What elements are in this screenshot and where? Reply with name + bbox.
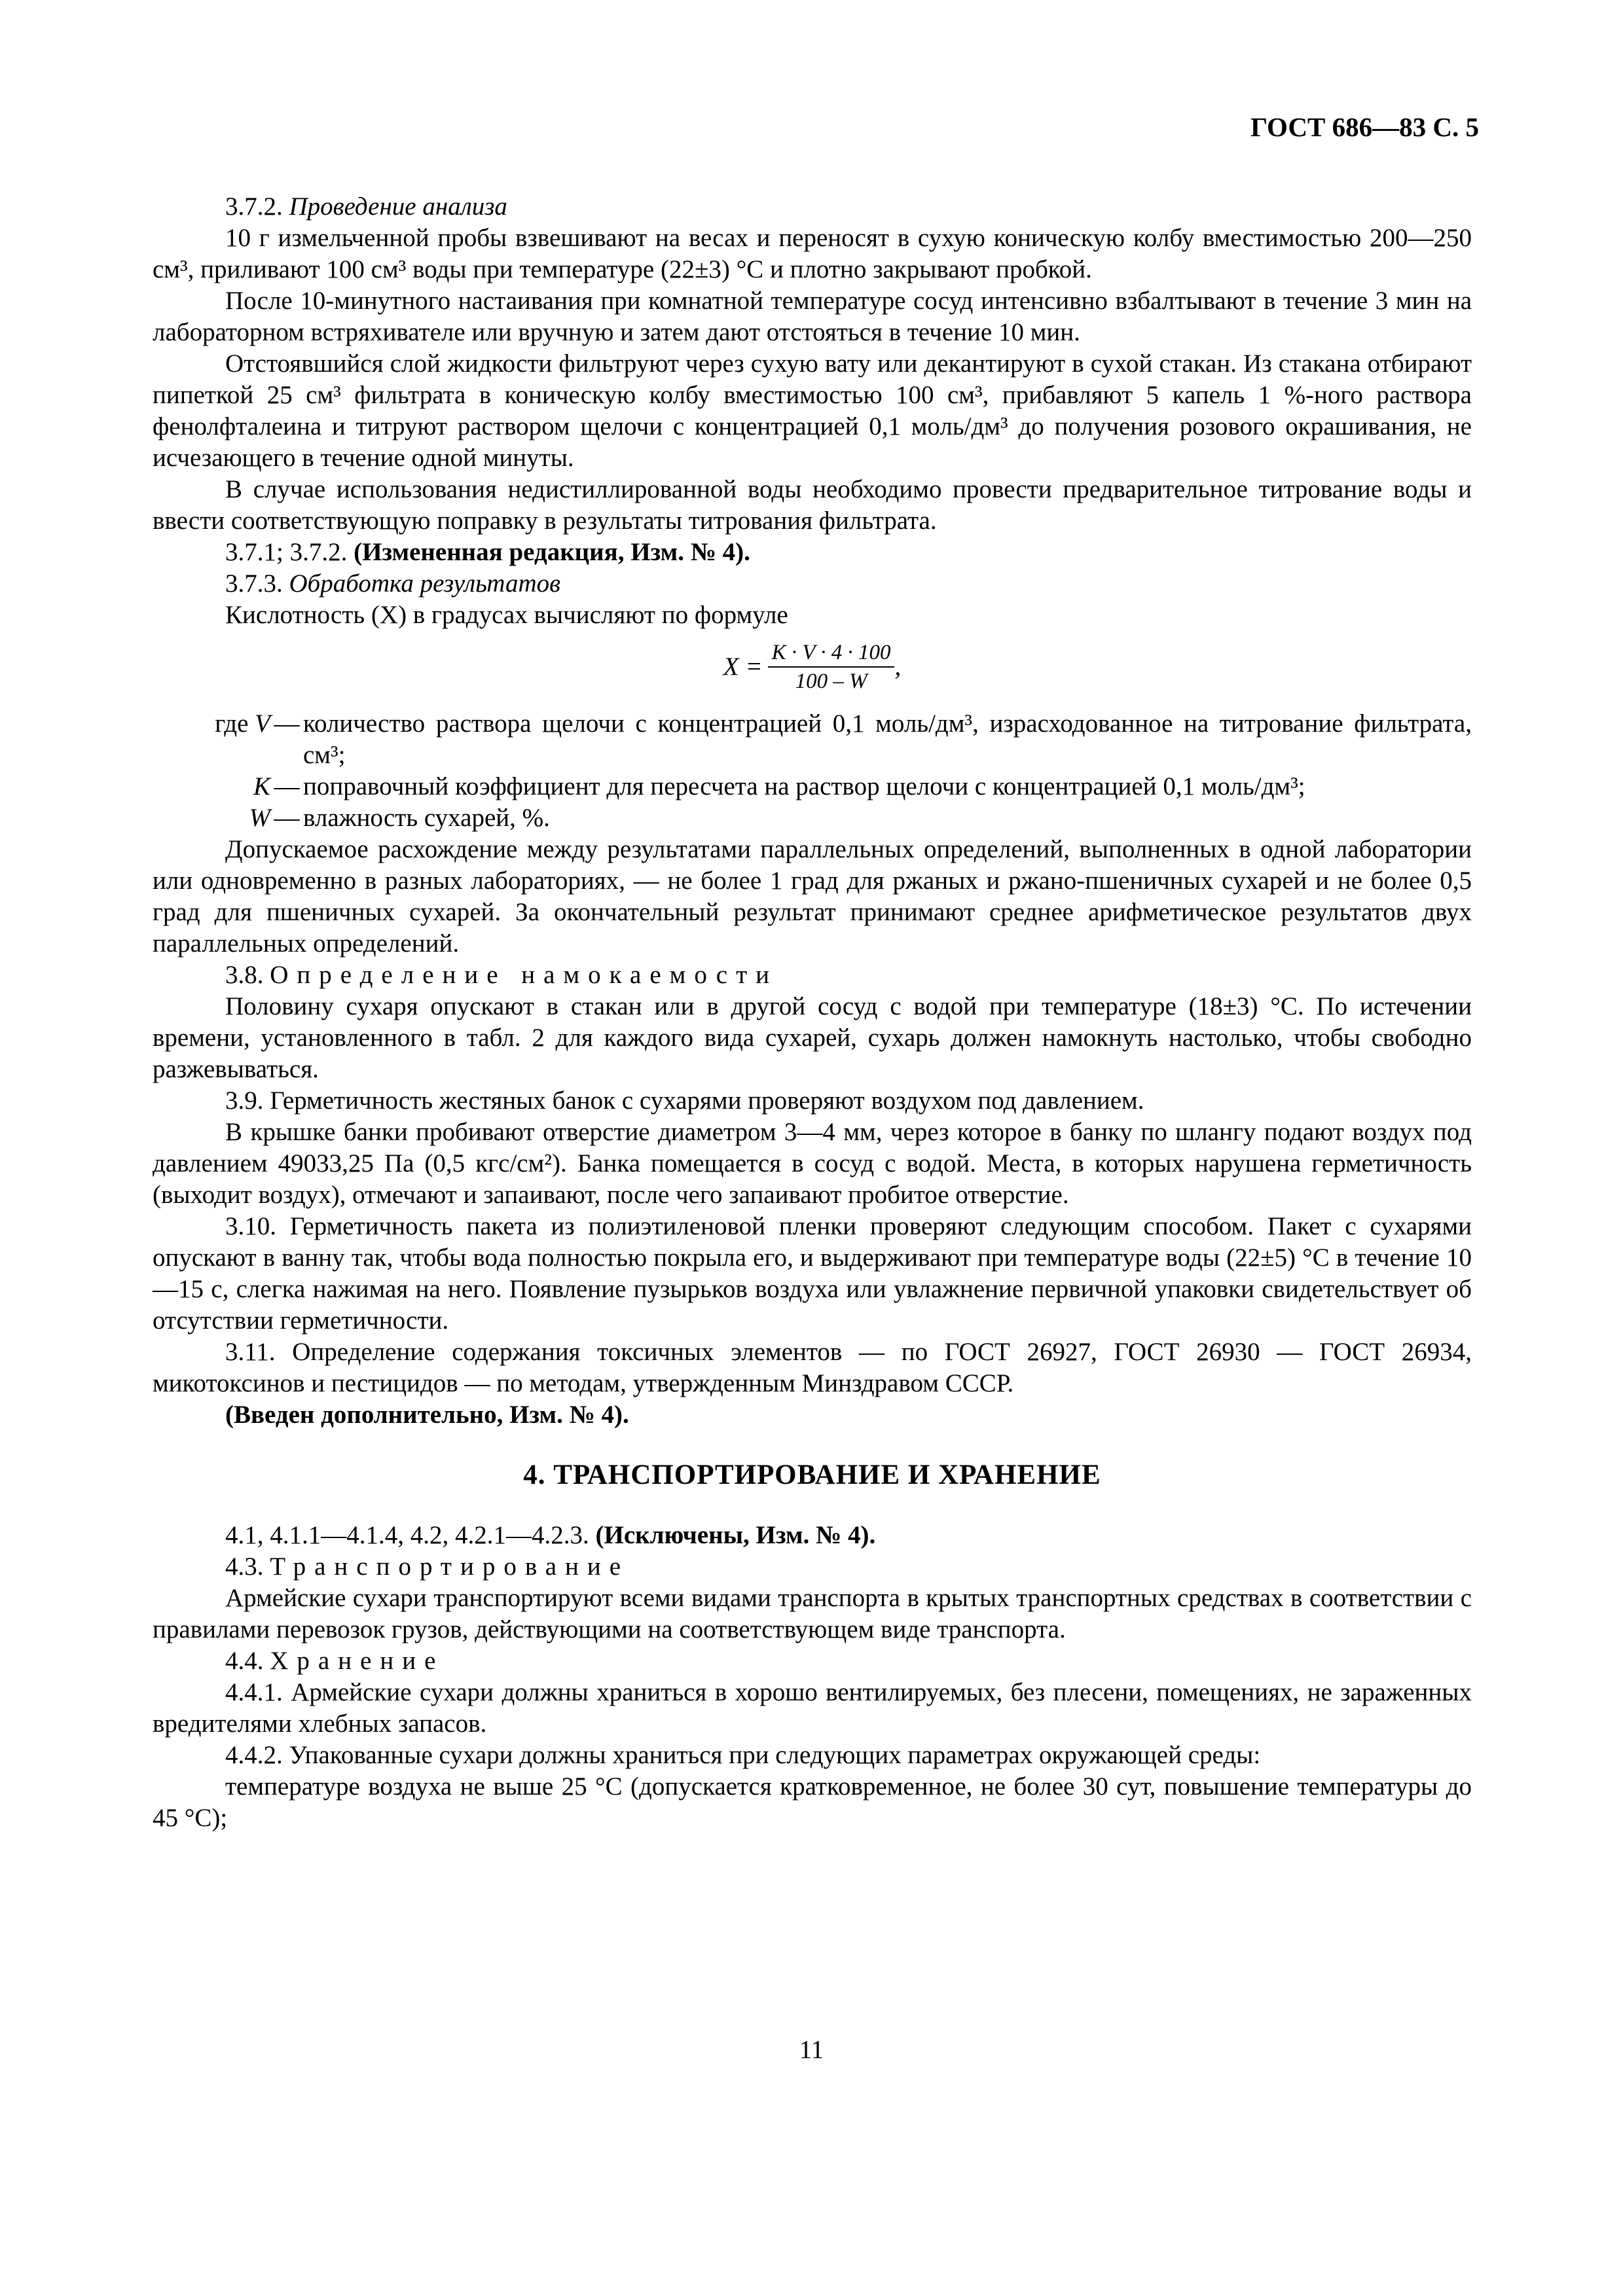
section-title: Обработка результатов xyxy=(289,569,561,598)
definition-text: поправочный коэффициент для пересчета на раствор щелочи с концентрацией 0,1 моль/дм³; xyxy=(303,772,1305,800)
paragraph: Армейские сухари транспортируют всеми видами транспорта в крытых транспортных средствах в соответствии с правилами перевозок грузов, действующими на соответствующем виде транспорта. xyxy=(153,1584,1472,1643)
amendment-refs: 3.7.1; 3.7.2. xyxy=(225,538,348,566)
paragraph: 10 г измельченной пробы взвешивают на весах и переносят в сухую коническую колбу вместимостью 200—250 см³, приливают 100 см³ воды при температуре (22±3) °С и плотно закрывают пробкой. xyxy=(153,224,1472,283)
paragraph: 4.4.1. Армейские сухари должны храниться в хорошо вентилируемых, без плесени, помещениях, не зараженных вредителями хлебных запасов. xyxy=(153,1678,1472,1738)
section-title: Проведение анализа xyxy=(289,192,507,221)
definition-text: влажность сухарей, %. xyxy=(303,804,550,832)
paragraph: В крышке банки пробивают отверстие диаметром 3—4 мм, через которое в банку по шлангу подают воздух под давлением 49033,25 Па (0,5 кгс/см²). Банка помещается в сосуд с водой. Места, в которых нарушена герметичность (выходит воздух), отмечают и запаивают, после чего запаивают пробитое отверстие. xyxy=(153,1118,1472,1209)
acidity-formula xyxy=(153,639,1472,695)
section-number: 3.7.2. xyxy=(225,192,283,221)
section-4-title: 4. ТРАНСПОРТИРОВАНИЕ И ХРАНЕНИЕ xyxy=(523,1460,1101,1490)
variable-symbol: K xyxy=(253,772,270,800)
excluded-note xyxy=(153,1520,1472,1551)
section-title: Транспортирование xyxy=(270,1552,630,1581)
section-heading-4-3 xyxy=(153,1551,1472,1583)
formula-intro: Кислотность (X) в градусах вычисляют по формуле xyxy=(225,601,788,629)
running-head: ГОСТ 686—83 С. 5 xyxy=(1250,112,1479,142)
definitions-list xyxy=(153,708,1472,834)
section-heading-3-7-2 xyxy=(153,191,1472,223)
variable-symbol: W xyxy=(249,804,270,832)
section-number: 3.8. xyxy=(225,961,264,989)
formula-tail: , xyxy=(894,653,902,681)
definition-item xyxy=(153,771,1472,802)
variable-symbol: V xyxy=(255,709,270,738)
dash: — xyxy=(274,772,300,800)
section-number: 4.3. xyxy=(225,1552,264,1581)
paragraph: 3.11. Определение содержания токсичных элементов — по ГОСТ 26927, ГОСТ 26930 — ГОСТ 26934, микотоксинов и пестицидов — по методам, утвержденным Минздравом СССР. xyxy=(153,1338,1472,1397)
amendment-note: (Введен дополнительно, Изм. № 4). xyxy=(225,1401,629,1429)
definition-item xyxy=(153,708,1472,771)
definition-text: количество раствора щелочи с концентрацией 0,1 моль/дм³, израсходованное на титрование фильтрата, см³; xyxy=(303,709,1472,769)
paragraph: Половину сухаря опускают в стакан или в другой сосуд с водой при температуре (18±3) °С. По истечении времени, установленного в табл. 2 для каждого вида сухарей, сухарь должен намокнуть настолько, чтобы свободно разжевываться. xyxy=(153,992,1472,1083)
paragraph: Отстоявшийся слой жидкости фильтруют через сухую вату или декантируют в сухой стакан. Из стакана отбирают пипеткой 25 см³ фильтрата в коническую колбу вместимостью 100 см³, прибавляют 5 капель 1 %-ного раствора фенолфталеина и титруют раствором щелочи с концентрацией 0,1 моль/дм³ до получения розового окрашивания, не исчезающего в течение одной минуты. xyxy=(153,350,1472,472)
section-number: 4.4. xyxy=(225,1647,264,1675)
amendment-text: (Измененная редакция, Изм. № 4). xyxy=(354,538,750,566)
paragraph: В случае использования недистиллированной воды необходимо провести предварительное титрование воды и ввести соответствующую поправку в результаты титрования фильтрата. xyxy=(153,475,1472,535)
document-body xyxy=(153,191,1472,1834)
dash: — xyxy=(274,804,300,832)
excluded-text: (Исключены, Изм. № 4). xyxy=(595,1521,876,1549)
paragraph: 3.9. Герметичность жестяных банок с сухарями проверяют воздухом под давлением. xyxy=(225,1086,1144,1115)
section-heading-4-4 xyxy=(153,1645,1472,1677)
where-word: где xyxy=(215,709,249,738)
definition-item xyxy=(153,802,1472,834)
section-title: Хранение xyxy=(270,1647,445,1675)
formula-denominator: 100 – W xyxy=(795,670,867,693)
paragraph: Допускаемое расхождение между результатами параллельных определений, выполненных в одной лаборатории или одновременно в разных лабораториях, — не более 1 град для ржаных и ржано-пшеничных сухарей и не более 0,5 град для пшеничных сухарей. За окончательный результат принимают среднее арифметическое результатов двух параллельных определений. xyxy=(153,835,1472,958)
formula-lhs: X = xyxy=(723,653,763,681)
definition-term xyxy=(153,802,270,834)
definition-term xyxy=(153,708,270,740)
section-title: Определение намокаемости xyxy=(270,961,778,989)
amendment-note xyxy=(153,537,1472,568)
paragraph: 3.10. Герметичность пакета из полиэтиленовой пленки проверяют следующим способом. Пакет с сухарями опускают в ванну так, чтобы вода полностью покрыла его, и выдерживают при температуре воды (22±5) °С в течение 10—15 с, слегка нажимая на него. Появление пузырьков воздуха или увлажнение первичной упаковки свидетельствует об отсутствии герметичности. xyxy=(153,1212,1472,1335)
section-heading-3-7-3 xyxy=(153,568,1472,600)
formula-numerator: K · V · 4 · 100 xyxy=(768,639,895,668)
section-number: 3.7.3. xyxy=(225,569,283,598)
paragraph: После 10-минутного настаивания при комнатной температуре сосуд интенсивно взбалтывают в течение 3 мин на лабораторном встряхивателе или вручную и затем дают отстояться в течение 10 мин. xyxy=(153,287,1472,346)
dash: — xyxy=(274,709,300,738)
excluded-refs: 4.1, 4.1.1—4.1.4, 4.2, 4.2.1—4.2.3. xyxy=(225,1521,589,1549)
formula-fraction xyxy=(768,639,895,695)
definition-term xyxy=(153,771,270,802)
page-number: 11 xyxy=(799,2036,824,2064)
paragraph: 4.4.2. Упакованные сухари должны храниться при следующих параметрах окружающей среды: xyxy=(225,1741,1261,1769)
section-heading-3-8 xyxy=(153,960,1472,991)
paragraph: температуре воздуха не выше 25 °С (допускается кратковременное, не более 30 сут, повышение температуры до 45 °С); xyxy=(153,1772,1472,1832)
